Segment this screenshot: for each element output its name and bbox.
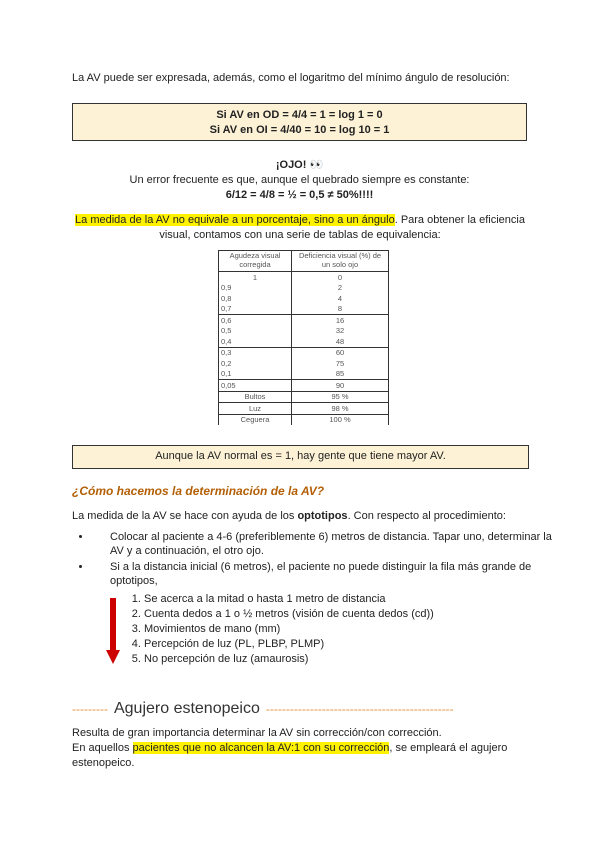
table-row: [219, 414, 389, 425]
deficiency-cell: 95 %: [292, 391, 389, 403]
equivalence-paragraph: [72, 213, 528, 243]
formula-line-2: Si AV en OI = 4/40 = 10 = log 10 = 1: [209, 124, 390, 136]
ojo-line-1: Un error frecuente es que, aunque el quebrado siempre es constante:: [129, 174, 470, 186]
agujero-line-2: [72, 741, 532, 771]
table-header-acuity: Agudeza visual corregida: [219, 251, 292, 272]
list-item: 2. Cuenta dedos a 1 o ½ metros (visión de cuenta dedos (cd)): [144, 607, 434, 622]
list-item: 3. Movimientos de mano (mm): [144, 622, 434, 637]
table-row: [219, 315, 389, 326]
procedure-text-before: La medida de la AV se hace con ayuda de los: [72, 510, 298, 522]
deficiency-cell: 98 %: [292, 403, 389, 415]
deficiency-cell: 85: [292, 369, 389, 380]
acuity-cell: Bultos: [219, 391, 292, 403]
deficiency-cell: 0: [292, 272, 389, 283]
acuity-cell: 0,6: [219, 315, 292, 326]
acuity-cell: 0,4: [219, 336, 292, 347]
paragraph-rest: . Para obtener la eficiencia visual, contamos con una serie de tablas de equivalencia:: [159, 214, 525, 241]
table-row: [219, 283, 389, 294]
agujero-paragraph: [72, 726, 532, 771]
table-header-deficiency: Deficiencia visual (%) de un solo ojo: [292, 251, 389, 272]
table-row: [219, 304, 389, 315]
table-row: [219, 336, 389, 347]
down-arrow-icon: [106, 598, 120, 664]
table-row: [219, 403, 389, 415]
list-item: 4. Percepción de luz (PL, PLBP, PLMP): [144, 637, 434, 652]
deficiency-cell: 8: [292, 304, 389, 315]
optotipos-bold: optotipos: [297, 510, 348, 522]
deficiency-cell: 2: [292, 283, 389, 294]
acuity-cell: 0,9: [219, 283, 292, 294]
note-box: Aunque la AV normal es = 1, hay gente que tiene mayor AV.: [72, 445, 529, 469]
list-item: • Si a la distancia inicial (6 metros), el paciente no puede distinguir la fila más grande de optotipos,: [92, 560, 552, 588]
heading-dashes-left: ---------: [72, 702, 108, 716]
acuity-cell: 0,2: [219, 358, 292, 369]
table-row: [219, 293, 389, 304]
highlight-text: pacientes que no alcancen la AV:1 con su corrección: [132, 742, 390, 754]
table-row: [219, 272, 389, 283]
agujero-text-after: , se empleará el agujero estenopeico.: [72, 742, 508, 769]
acuity-cell: 1: [219, 272, 292, 283]
equivalence-table: [218, 250, 389, 425]
procedure-bullets: [72, 530, 552, 590]
table-row: [219, 326, 389, 337]
intro-paragraph: La AV puede ser expresada, además, como el logaritmo del mínimo ángulo de resolución:: [72, 72, 510, 84]
steps-list: [128, 592, 434, 667]
formula-box: [72, 103, 527, 141]
acuity-cell: 0,05: [219, 380, 292, 392]
deficiency-cell: 16: [292, 315, 389, 326]
acuity-cell: Ceguera: [219, 414, 292, 425]
heading-dashes-right: -----------------------------------------------: [265, 702, 454, 716]
deficiency-cell: 90: [292, 380, 389, 392]
table-row: [219, 380, 389, 392]
ojo-block: [72, 158, 527, 203]
acuity-cell: 0,5: [219, 326, 292, 337]
formula-line-1: Si AV en OD = 4/4 = 1 = log 1 = 0: [216, 109, 383, 121]
table-row: [219, 358, 389, 369]
ojo-title: ¡OJO! 👀: [275, 159, 324, 171]
heading-title: Agujero estenopeico: [113, 700, 260, 717]
acuity-cell: 0,7: [219, 304, 292, 315]
list-item: • Colocar al paciente a 4-6 (preferiblemente 6) metros de distancia. Tapar uno, determinar la AV y a continuación, el otro ojo.: [92, 530, 552, 558]
ojo-line-2: 6/12 = 4/8 = ½ = 0,5 ≠ 50%!!!!: [225, 189, 374, 201]
deficiency-cell: 32: [292, 326, 389, 337]
section-heading: ¿Cómo hacemos la determinación de la AV?: [72, 484, 325, 498]
deficiency-cell: 100 %: [292, 414, 389, 425]
list-item: 1. Se acerca a la mitad o hasta 1 metro de distancia: [144, 592, 434, 607]
table-row: [219, 391, 389, 403]
highlight-text: La medida de la AV no equivale a un porcentaje, sino a un ángulo: [75, 214, 395, 226]
acuity-cell: 0,3: [219, 347, 292, 358]
agujero-text-before: En aquellos: [72, 742, 133, 754]
acuity-cell: 0,8: [219, 293, 292, 304]
list-item: 5. No percepción de luz (amaurosis): [144, 652, 434, 667]
agujero-line-1: Resulta de gran importancia determinar la AV sin corrección/con corrección.: [72, 727, 442, 739]
heading-agujero: [72, 700, 532, 718]
deficiency-cell: 60: [292, 347, 389, 358]
table-row: [219, 347, 389, 358]
procedure-text-after: . Con respecto al procedimiento:: [347, 510, 506, 522]
deficiency-cell: 48: [292, 336, 389, 347]
acuity-cell: 0,1: [219, 369, 292, 380]
procedure-paragraph: [72, 510, 532, 522]
acuity-cell: Luz: [219, 403, 292, 415]
table-row: [219, 369, 389, 380]
deficiency-cell: 75: [292, 358, 389, 369]
deficiency-cell: 4: [292, 293, 389, 304]
